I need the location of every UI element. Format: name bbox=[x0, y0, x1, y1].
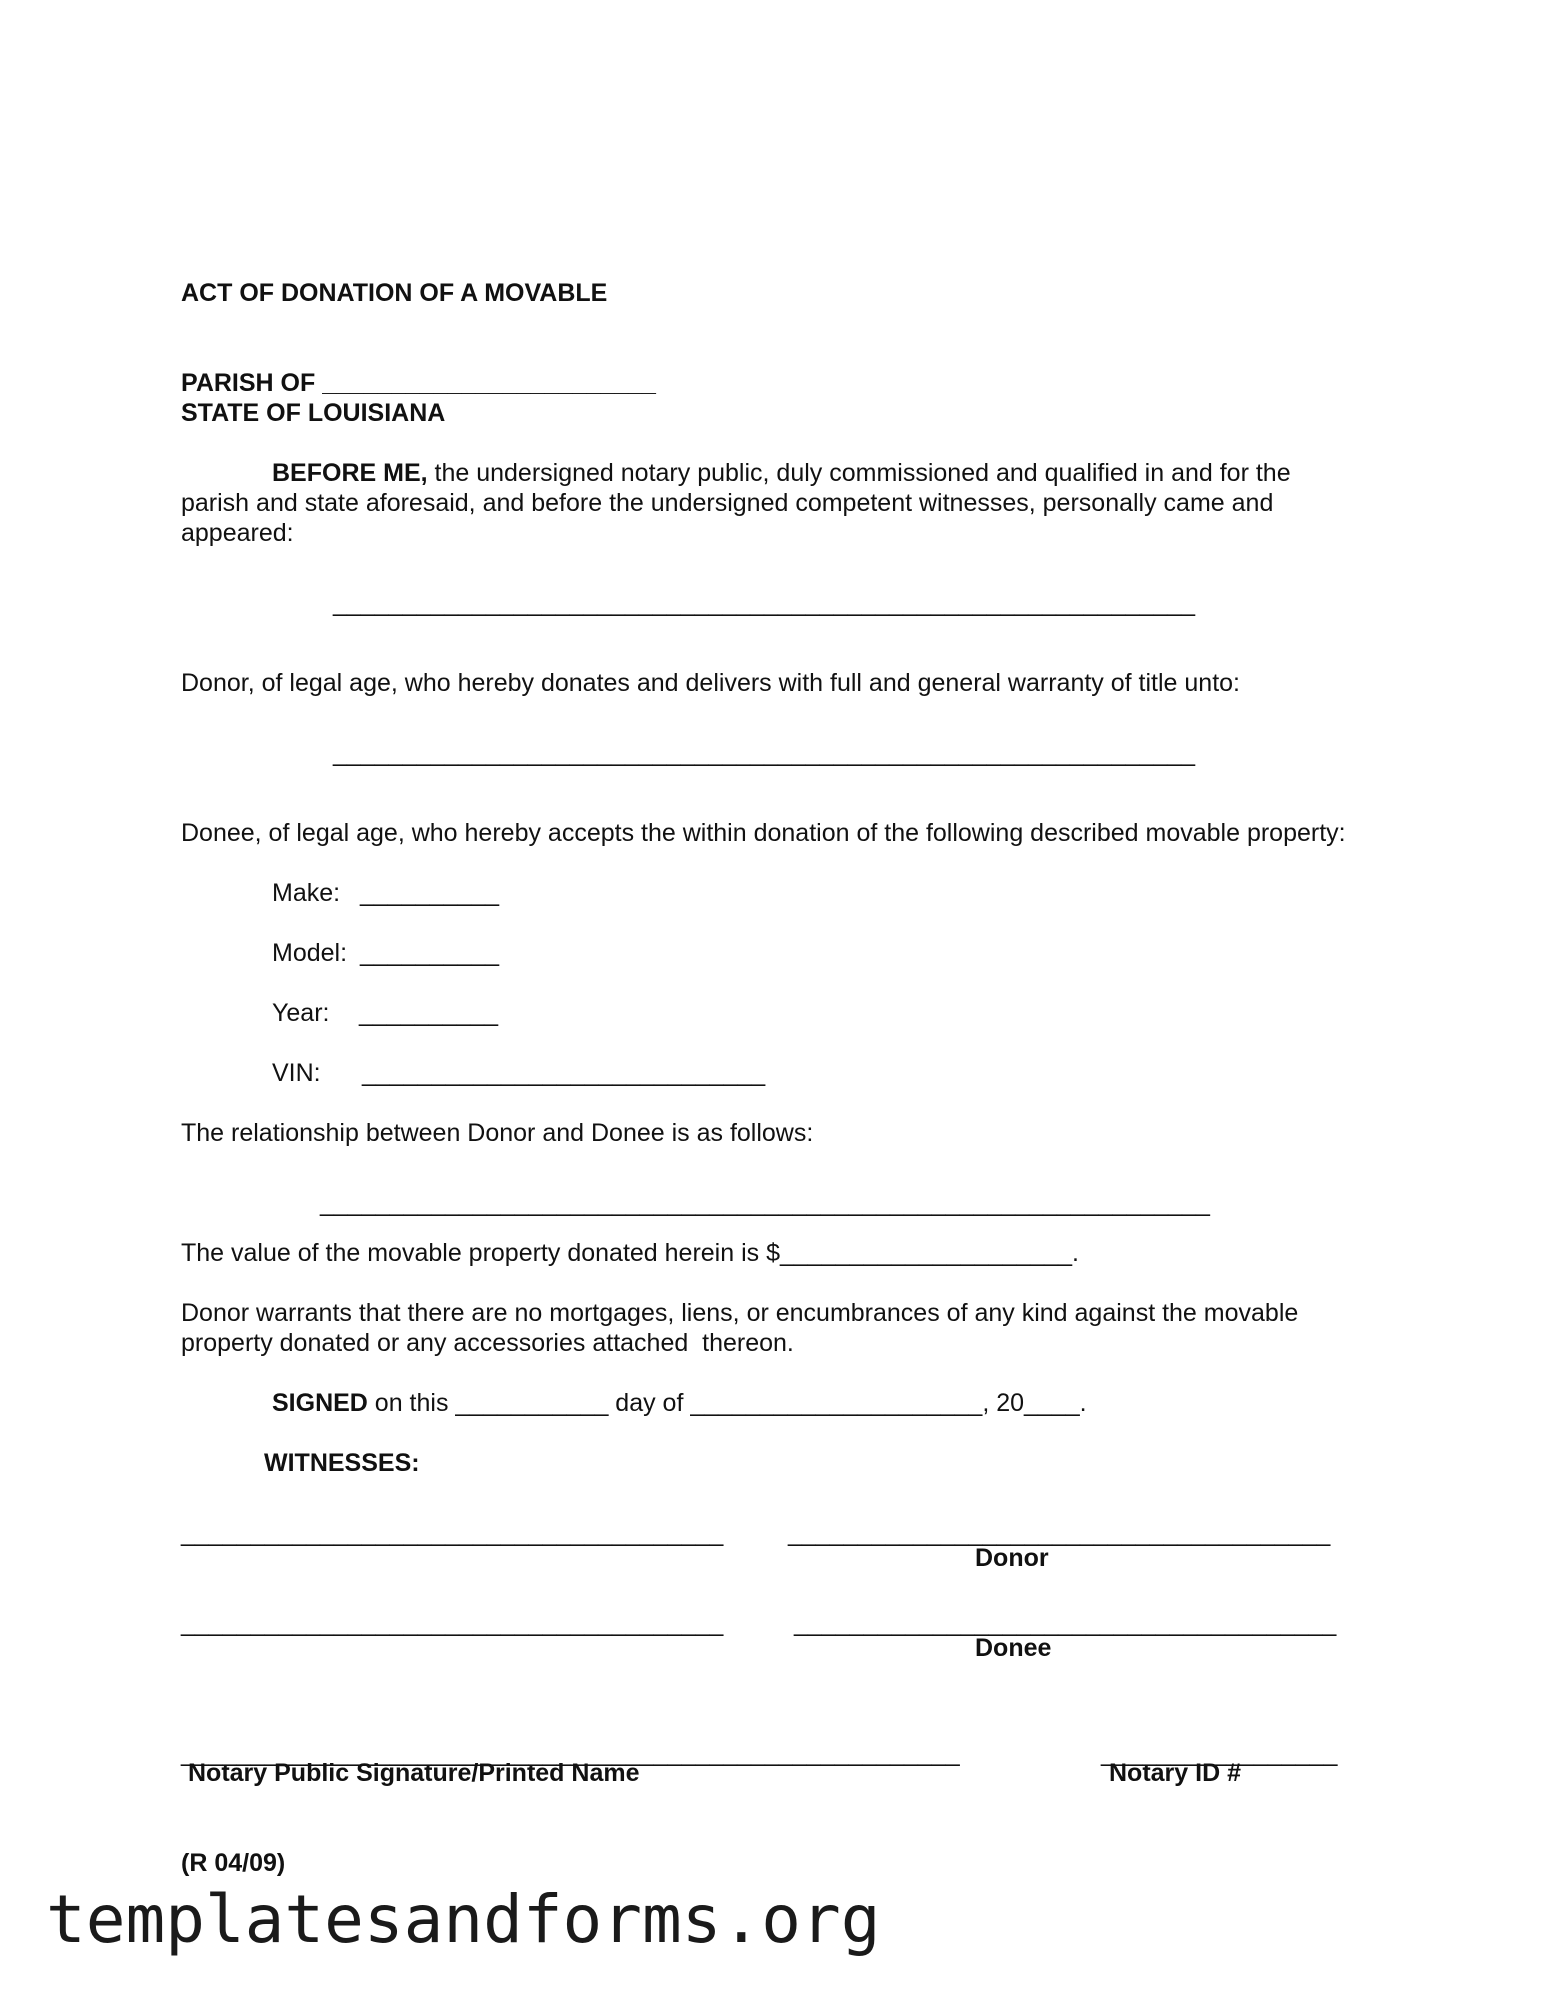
relationship-line[interactable]: ________________________________________________________________ bbox=[320, 1189, 1210, 1217]
model-field[interactable]: __________ bbox=[360, 939, 500, 967]
year-label: Year: bbox=[272, 999, 330, 1027]
intro-line-2: parish and state aforesaid, and before the undersigned competent witnesses, personally came and bbox=[181, 489, 1274, 517]
revision-note: (R 04/09) bbox=[181, 1849, 286, 1877]
donee-signature-line[interactable]: _______________________________________ bbox=[794, 1609, 1337, 1637]
vin-field[interactable]: _____________________________ bbox=[362, 1059, 766, 1087]
model-label: Model: bbox=[272, 939, 348, 967]
notary-id-label: Notary ID # bbox=[1109, 1759, 1241, 1787]
signed-rest: on this ___________ day of _____________________, 20____. bbox=[367, 1389, 1087, 1417]
signed-line bbox=[272, 1388, 1087, 1418]
signed-lead: SIGNED bbox=[272, 1389, 368, 1417]
value-text: The value of the movable property donated herein is $_____________________. bbox=[181, 1239, 1079, 1267]
warranty-line-2: property donated or any accessories attached thereon. bbox=[181, 1329, 794, 1357]
donor-label: Donor bbox=[975, 1544, 1049, 1572]
intro-line-3: appeared: bbox=[181, 519, 294, 547]
donor-text: Donor, of legal age, who hereby donates and delivers with full and general warranty of title unto: bbox=[181, 669, 1240, 697]
notary-signature-line[interactable]: ________________________________________________________ bbox=[181, 1739, 960, 1767]
notary-label: Notary Public Signature/Printed Name bbox=[188, 1759, 640, 1787]
intro-lead: BEFORE ME, bbox=[272, 459, 428, 487]
year-field[interactable]: __________ bbox=[359, 999, 499, 1027]
intro-line-1-text: the undersigned notary public, duly commissioned and qualified in and for the bbox=[427, 459, 1291, 487]
warranty-line-1: Donor warrants that there are no mortgages, liens, or encumbrances of any kind against the movable bbox=[181, 1299, 1299, 1327]
witness-2-signature-line[interactable]: _______________________________________ bbox=[181, 1609, 724, 1637]
make-field[interactable]: __________ bbox=[360, 879, 500, 907]
parish-line: PARISH OF ________________________ bbox=[181, 369, 656, 397]
state-line: STATE OF LOUISIANA bbox=[181, 399, 446, 427]
donee-text: Donee, of legal age, who hereby accepts the within donation of the following described movable property: bbox=[181, 819, 1346, 847]
vin-label: VIN: bbox=[272, 1059, 321, 1087]
donor-signature-line[interactable]: _______________________________________ bbox=[788, 1519, 1331, 1547]
notary-id-line[interactable]: _________________ bbox=[1101, 1739, 1338, 1767]
witnesses-label: WITNESSES: bbox=[264, 1449, 420, 1477]
site-watermark: templatesandforms.org bbox=[46, 1881, 881, 1958]
document-title: ACT OF DONATION OF A MOVABLE bbox=[181, 279, 608, 307]
relationship-text: The relationship between Donor and Donee is as follows: bbox=[181, 1119, 814, 1147]
donor-name-line[interactable]: ______________________________________________________________ bbox=[333, 589, 1196, 617]
donee-label: Donee bbox=[975, 1634, 1052, 1662]
witness-1-signature-line[interactable]: _______________________________________ bbox=[181, 1519, 724, 1547]
intro-line-1 bbox=[272, 458, 1291, 488]
donee-name-line[interactable]: ______________________________________________________________ bbox=[333, 739, 1196, 767]
make-label: Make: bbox=[272, 879, 341, 907]
